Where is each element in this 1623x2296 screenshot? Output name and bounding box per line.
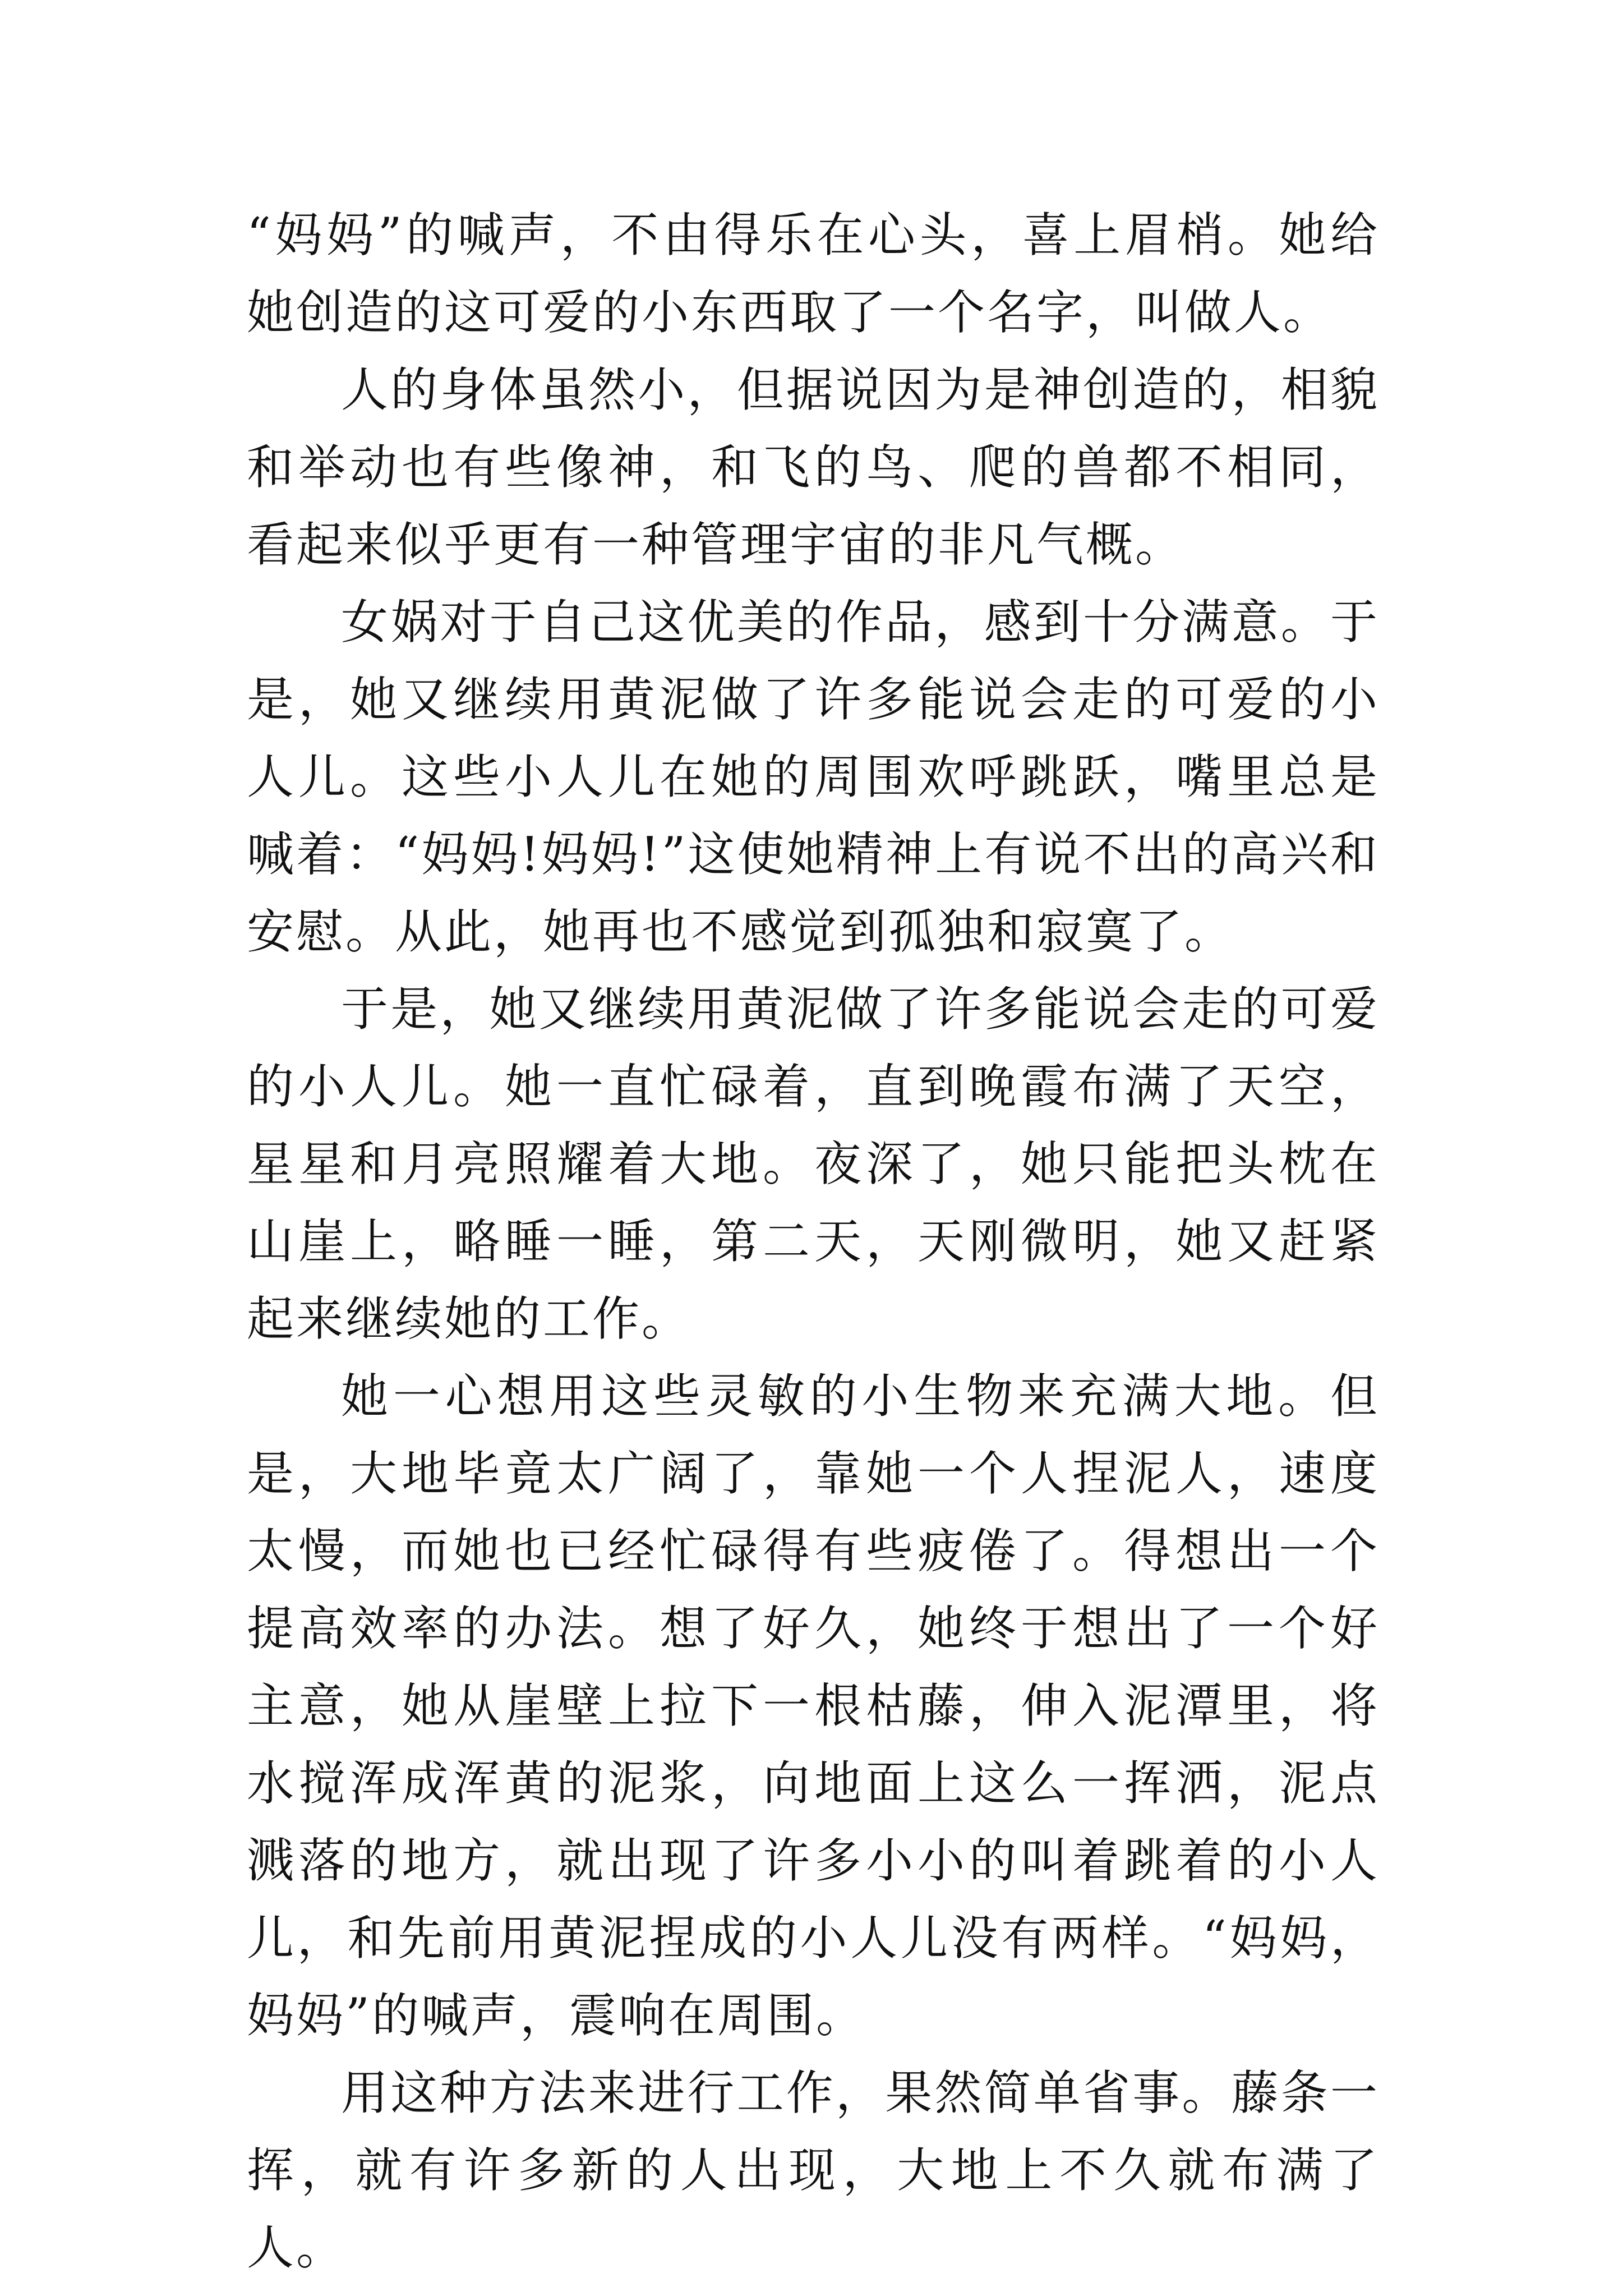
paragraph: 于是，她又继续用黄泥做了许多能说会走的可爱的小人儿。她一直忙碌着，直到晚霞布满了天空，星星和月亮照耀着大地。夜深了，她只能把头枕在山崖上，略睡一睡，第二天，天刚微明，她又赶紧起来继续她的工作。 <box>247 982 1380 1346</box>
paragraph: 用这种方法来进行工作，果然简单省事。藤条一挥，就有许多新的人出现，大地上不久就布满了人。 <box>247 2065 1380 2275</box>
paragraph: 人的身体虽然小，但据说因为是神创造的，相貌和举动也有些像神，和飞的鸟、爬的兽都不相同，看起来似乎更有一种管理宇宙的非凡气概。 <box>247 362 1380 572</box>
paragraph-continued: “妈妈”的喊声，不由得乐在心头，喜上眉梢。她给她创造的这可爱的小东西取了一个名字，叫做人。 <box>247 208 1380 340</box>
paragraph: 她一心想用这些灵敏的小生物来充满大地。但是，大地毕竟太广阔了，靠她一个人捏泥人，速度太慢，而她也已经忙碌得有些疲倦了。得想出一个提高效率的办法。想了好久，她终于想出了一个好主意，她从崖壁上拉下一根枯藤，伸入泥潭里，将水搅浑成浑黄的泥浆，向地面上这么一挥洒，泥点溅落的地方，就出现了许多小小的叫着跳着的小人儿，和先前用黄泥捏成的小人儿没有两样。“妈妈，妈妈”的喊声，震响在周围。 <box>247 1369 1380 2043</box>
paragraph: 女娲对于自己这优美的作品，感到十分满意。于是，她又继续用黄泥做了许多能说会走的可爱的小人儿。这些小人儿在她的周围欢呼跳跃，嘴里总是喊着：“妈妈!妈妈!”这使她精神上有说不出的高兴和安慰。从此，她再也不感觉到孤独和寂寞了。 <box>247 595 1380 959</box>
body-text <box>247 196 1380 2286</box>
